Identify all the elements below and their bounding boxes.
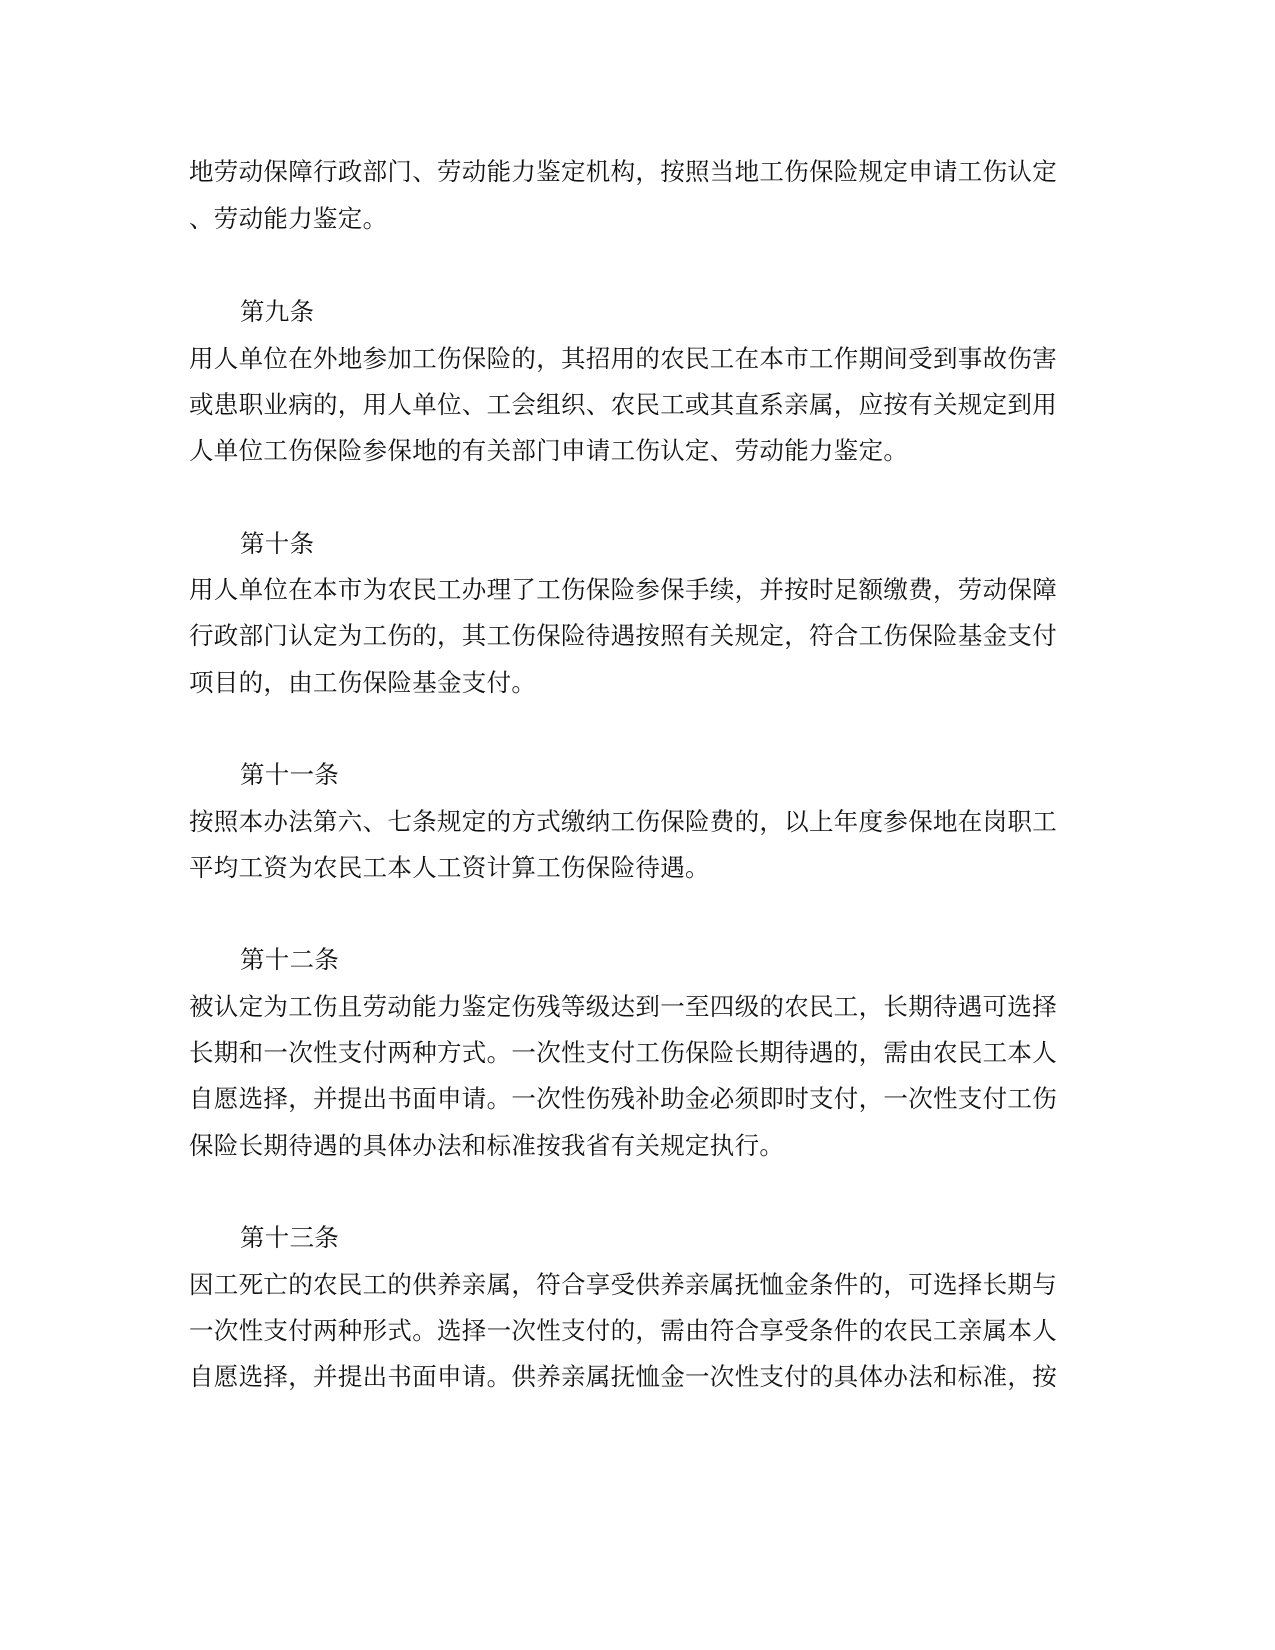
article-heading-11: 第十一条 xyxy=(240,760,340,789)
article-11-line: 平均工资为农民工本人工资计算工伤保险待遇。 xyxy=(189,853,710,882)
article-13-line: 一次性支付两种形式。选择一次性支付的，需由符合享受条件的农民工亲属本人 xyxy=(189,1316,1057,1345)
article-12-line: 被认定为工伤且劳动能力鉴定伤残等级达到一至四级的农民工，长期待遇可选择 xyxy=(189,992,1057,1021)
article-9-line: 用人单位在外地参加工伤保险的，其招用的农民工在本市工作期间受到事故伤害 xyxy=(189,344,1057,373)
article-12-line: 自愿选择，并提出书面申请。一次性伤残补助金必须即时支付，一次性支付工伤 xyxy=(189,1084,1057,1113)
article-11-line: 按照本办法第六、七条规定的方式缴纳工伤保险费的，以上年度参保地在岗职工 xyxy=(189,807,1057,836)
article-13-line: 自愿选择，并提出书面申请。供养亲属抚恤金一次性支付的具体办法和标准，按 xyxy=(189,1362,1057,1391)
article-12-line: 长期和一次性支付两种方式。一次性支付工伤保险长期待遇的，需由农民工本人 xyxy=(189,1038,1057,1067)
article-heading-13: 第十三条 xyxy=(240,1223,340,1252)
article-12-line: 保险长期待遇的具体办法和标准按我省有关规定执行。 xyxy=(189,1131,785,1160)
article-13-line: 因工死亡的农民工的供养亲属，符合享受供养亲属抚恤金条件的，可选择长期与 xyxy=(189,1270,1057,1299)
article-heading-12: 第十二条 xyxy=(240,945,340,974)
article-10-line: 行政部门认定为工伤的，其工伤保险待遇按照有关规定，符合工伤保险基金支付 xyxy=(189,621,1057,650)
article-10-line: 用人单位在本市为农民工办理了工伤保险参保手续，并按时足额缴费，劳动保障 xyxy=(189,575,1057,604)
article-heading-9: 第九条 xyxy=(240,297,315,326)
article-heading-10: 第十条 xyxy=(240,529,315,558)
intro-line: 、劳动能力鉴定。 xyxy=(189,204,388,233)
article-10-line: 项目的，由工伤保险基金支付。 xyxy=(189,668,537,697)
article-9-line: 人单位工伤保险参保地的有关部门申请工伤认定、劳动能力鉴定。 xyxy=(189,436,909,465)
intro-line: 地劳动保障行政部门、劳动能力鉴定机构，按照当地工伤保险规定申请工伤认定 xyxy=(189,157,1057,186)
article-9-line: 或患职业病的，用人单位、工会组织、农民工或其直系亲属，应按有关规定到用 xyxy=(189,390,1057,419)
